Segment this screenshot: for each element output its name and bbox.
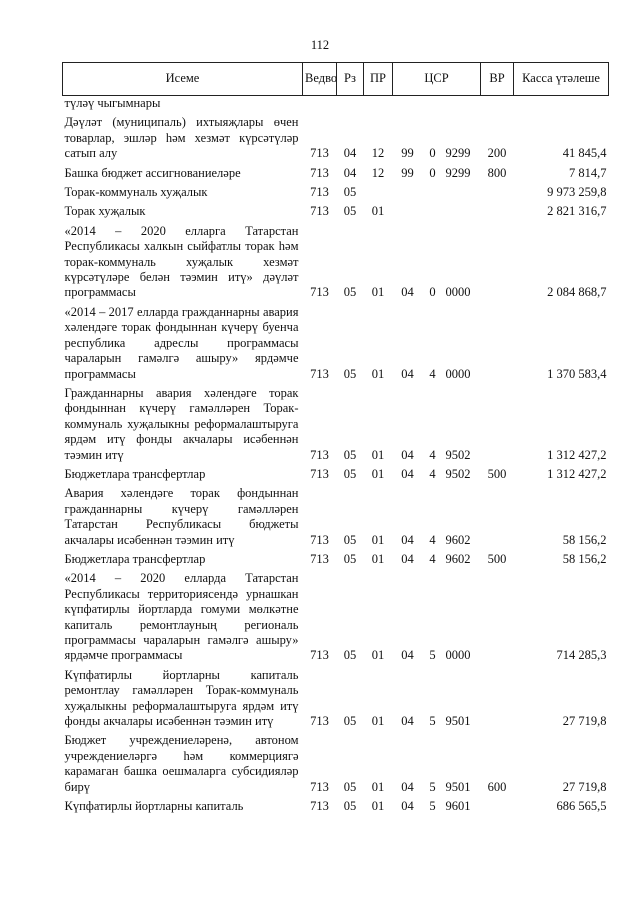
- cell-pr: [364, 96, 393, 112]
- cell-rz: 05: [343, 532, 357, 547]
- cell-ved: 713: [310, 648, 329, 663]
- header-pr: ПР: [364, 63, 393, 96]
- cell-vr: [481, 664, 514, 730]
- cell-ved: 713: [310, 366, 329, 381]
- cell-amount: [514, 96, 609, 112]
- cell-amount: 2 821 316,7: [547, 204, 607, 219]
- cell-ved: 713: [310, 551, 329, 566]
- cell-csr1: 04: [401, 285, 414, 300]
- cell-csr3: 9602: [445, 551, 471, 566]
- cell-pr: 01: [371, 366, 385, 381]
- cell-csr2: 4: [429, 532, 436, 547]
- table-row: [63, 200, 609, 219]
- cell-csr2: 0: [429, 165, 436, 180]
- cell-pr: 01: [371, 447, 385, 462]
- cell-amount: 58 156,2: [562, 532, 607, 547]
- cell-vr: 600: [487, 779, 507, 794]
- cell-csr3: 9299: [445, 165, 471, 180]
- cell-name: «2014 – 2020 елларга Татарстан Республикасы халкын сыйфатлы торак һәм торак-коммуналь хуҗалык хезмәт күрсәтүләре белән тәэмин итү» дәүләт программасы: [64, 223, 299, 300]
- cell-rz: 05: [343, 714, 357, 729]
- cell-csr3: 9299: [445, 146, 471, 161]
- cell-csr3: 0000: [445, 648, 471, 663]
- cell-csr2: 5: [429, 648, 436, 663]
- cell-csr1: 04: [401, 799, 414, 814]
- table-row: [63, 162, 609, 181]
- cell-ved: 713: [310, 165, 329, 180]
- header-kassa: Касса үтәлеше: [514, 63, 609, 96]
- cell-csr3: [443, 181, 481, 200]
- table-header-row: [63, 63, 609, 96]
- table-row: [63, 96, 609, 112]
- cell-csr3: 9601: [445, 799, 471, 814]
- cell-rz: 05: [343, 447, 357, 462]
- cell-rz: 05: [343, 551, 357, 566]
- cell-pr: 01: [371, 799, 385, 814]
- cell-rz: 05: [343, 185, 357, 200]
- cell-csr3: 9502: [445, 466, 471, 481]
- cell-name: Бюджетлара трансфертлар: [64, 466, 206, 481]
- cell-amount: 58 156,2: [562, 551, 607, 566]
- cell-vr: [481, 482, 514, 548]
- cell-vr: [481, 301, 514, 382]
- table-row: [63, 795, 609, 814]
- cell-ved: 713: [310, 447, 329, 462]
- table-row: [63, 664, 609, 730]
- table-row: [63, 301, 609, 382]
- cell-rz: 05: [343, 204, 357, 219]
- cell-vr: [481, 220, 514, 301]
- cell-name: Бюджетлара трансфертлар: [64, 551, 206, 566]
- cell-amount: 41 845,4: [562, 146, 607, 161]
- header-rz: Рз: [337, 63, 364, 96]
- cell-csr1: 99: [401, 146, 414, 161]
- cell-vr: 500: [487, 466, 507, 481]
- cell-rz: 05: [343, 799, 357, 814]
- cell-amount: 1 312 427,2: [547, 466, 607, 481]
- cell-ved: 713: [310, 146, 329, 161]
- cell-pr: [364, 181, 393, 200]
- cell-csr2: 5: [429, 714, 436, 729]
- cell-name: Торак-коммуналь хуҗалык: [64, 185, 208, 200]
- cell-ved: 713: [310, 532, 329, 547]
- cell-csr1: 04: [401, 551, 414, 566]
- cell-name: Күпфатирлы йортларны капиталь: [64, 799, 244, 814]
- cell-vr: [481, 96, 514, 112]
- cell-ved: 713: [310, 779, 329, 794]
- cell-vr: 200: [487, 146, 507, 161]
- cell-csr1: [393, 96, 423, 112]
- cell-name: Күпфатирлы йортларны капиталь ремонтлау гамәлләрен Торак-коммуналь хуҗалыкны реформалаштыруга ярдәм итү фонды акчалары исәбеннән тәэмин итү: [64, 667, 299, 729]
- header-ved: Ведво: [303, 63, 337, 96]
- cell-pr: 01: [371, 532, 385, 547]
- cell-pr: 12: [371, 165, 385, 180]
- cell-csr2: [423, 96, 443, 112]
- cell-rz: 05: [343, 466, 357, 481]
- cell-csr3: 0000: [445, 285, 471, 300]
- table-row: [63, 729, 609, 795]
- cell-vr: 800: [487, 165, 507, 180]
- cell-ved: 713: [310, 185, 329, 200]
- cell-pr: 01: [371, 285, 385, 300]
- cell-csr2: [423, 181, 443, 200]
- cell-csr2: 5: [429, 779, 436, 794]
- cell-name: Гражданнарны авария хәлендәге торак фондыннан күчерү гамәлләрен Торак-коммуналь хуҗалыкны реформалаштыруга ярдәм итү фонды акчалары исәбеннән тәэмин итү: [64, 385, 299, 462]
- cell-csr1: 04: [401, 648, 414, 663]
- cell-pr: 12: [371, 146, 385, 161]
- cell-amount: 686 565,5: [556, 799, 607, 814]
- cell-amount: 1 370 583,4: [547, 366, 607, 381]
- cell-pr: 01: [371, 714, 385, 729]
- cell-amount: 27 719,8: [562, 714, 607, 729]
- cell-rz: 05: [343, 779, 357, 794]
- cell-csr3: 9502: [445, 447, 471, 462]
- cell-pr: 01: [371, 779, 385, 794]
- cell-name: Башка бюджет ассигнованиеләре: [64, 165, 241, 180]
- table-row: [63, 482, 609, 548]
- cell-name: Авария хәлендәге торак фондыннан гражданнарны күчерү гамәлләрен Татарстан Республикасы бюджеты акчалары исәбеннән тәэмин итү: [64, 486, 299, 547]
- cell-amount: 1 312 427,2: [547, 447, 607, 462]
- budget-table: [62, 62, 609, 814]
- cell-name: түләү чыгымнары: [64, 96, 161, 110]
- cell-amount: 714 285,3: [556, 648, 607, 663]
- cell-pr: 01: [371, 466, 385, 481]
- cell-vr: [481, 382, 514, 463]
- table-row: [63, 220, 609, 301]
- cell-ved: 713: [310, 714, 329, 729]
- cell-csr2: [423, 200, 443, 219]
- header-vr: ВР: [481, 63, 514, 96]
- cell-name: «2014 – 2020 елларда Татарстан Республикасы территориясендә урнашкан күпфатирлы йортларда гомуми мөлкәтне капиталь ремонтлауның региональ программасы чараларын гамәлгә ашыру» ярдәмче программасы: [64, 571, 299, 663]
- cell-name: «2014 – 2017 елларда гражданнарны авария хәлендәге торак фондыннан күчерү буенча республика адреслы программасы чараларын гамәлгә ашыру» ярдәмче программасы: [64, 304, 299, 381]
- cell-csr2: 0: [429, 285, 436, 300]
- cell-ved: [303, 96, 337, 112]
- cell-csr1: [393, 181, 423, 200]
- cell-ved: 713: [310, 285, 329, 300]
- cell-ved: 713: [310, 204, 329, 219]
- cell-csr1: 04: [401, 532, 414, 547]
- cell-ved: 713: [310, 799, 329, 814]
- cell-ved: 713: [310, 466, 329, 481]
- cell-name: Бюджет учреждениеләренә, автоном учреждениеләргә һәм коммерциягә карамаган башка оешмаларга субсидияләр бирү: [64, 733, 299, 794]
- cell-name: Торак хуҗалык: [64, 204, 146, 219]
- cell-csr2: 0: [429, 146, 436, 161]
- cell-csr1: 04: [401, 466, 414, 481]
- cell-amount: 9 973 259,8: [547, 185, 607, 200]
- cell-csr1: 04: [401, 714, 414, 729]
- cell-rz: 05: [343, 285, 357, 300]
- cell-csr1: 04: [401, 447, 414, 462]
- cell-csr1: 04: [401, 779, 414, 794]
- cell-rz: 05: [343, 648, 357, 663]
- table-row: [63, 548, 609, 567]
- cell-csr2: 4: [429, 447, 436, 462]
- page-number: 112: [310, 38, 330, 52]
- cell-csr3: 9501: [445, 714, 471, 729]
- cell-csr3: 9501: [445, 779, 471, 794]
- table-row: [63, 567, 609, 663]
- cell-rz: [337, 96, 364, 112]
- table-row: [63, 463, 609, 482]
- cell-csr2: 4: [429, 466, 436, 481]
- cell-vr: [481, 795, 514, 814]
- cell-pr: 01: [371, 551, 385, 566]
- cell-pr: 01: [371, 648, 385, 663]
- cell-csr2: 4: [429, 366, 436, 381]
- cell-rz: 04: [343, 146, 357, 161]
- header-csr: ЦСР: [393, 63, 481, 96]
- cell-vr: 500: [487, 551, 507, 566]
- cell-csr1: 04: [401, 366, 414, 381]
- cell-csr3: [443, 96, 481, 112]
- cell-rz: 04: [343, 165, 357, 180]
- table-row: [63, 382, 609, 463]
- cell-vr: [481, 181, 514, 200]
- cell-csr2: 4: [429, 551, 436, 566]
- cell-csr3: 9602: [445, 532, 471, 547]
- cell-amount: 27 719,8: [562, 779, 607, 794]
- cell-vr: [481, 567, 514, 663]
- cell-csr3: [443, 200, 481, 219]
- cell-csr1: [393, 200, 423, 219]
- cell-amount: 7 814,7: [569, 165, 607, 180]
- cell-csr1: 99: [401, 165, 414, 180]
- cell-vr: [481, 200, 514, 219]
- cell-rz: 05: [343, 366, 357, 381]
- header-name: Исеме: [63, 63, 303, 96]
- table-row: [63, 111, 609, 161]
- cell-amount: 2 084 868,7: [547, 285, 607, 300]
- cell-csr3: 0000: [445, 366, 471, 381]
- cell-name: Дәүләт (муниципаль) ихтыяҗлары өчен товарлар, эшләр һәм хезмәт күрсәтүләр сатып алу: [64, 115, 299, 161]
- table-row: [63, 181, 609, 200]
- cell-csr2: 5: [429, 799, 436, 814]
- cell-pr: 01: [371, 204, 385, 219]
